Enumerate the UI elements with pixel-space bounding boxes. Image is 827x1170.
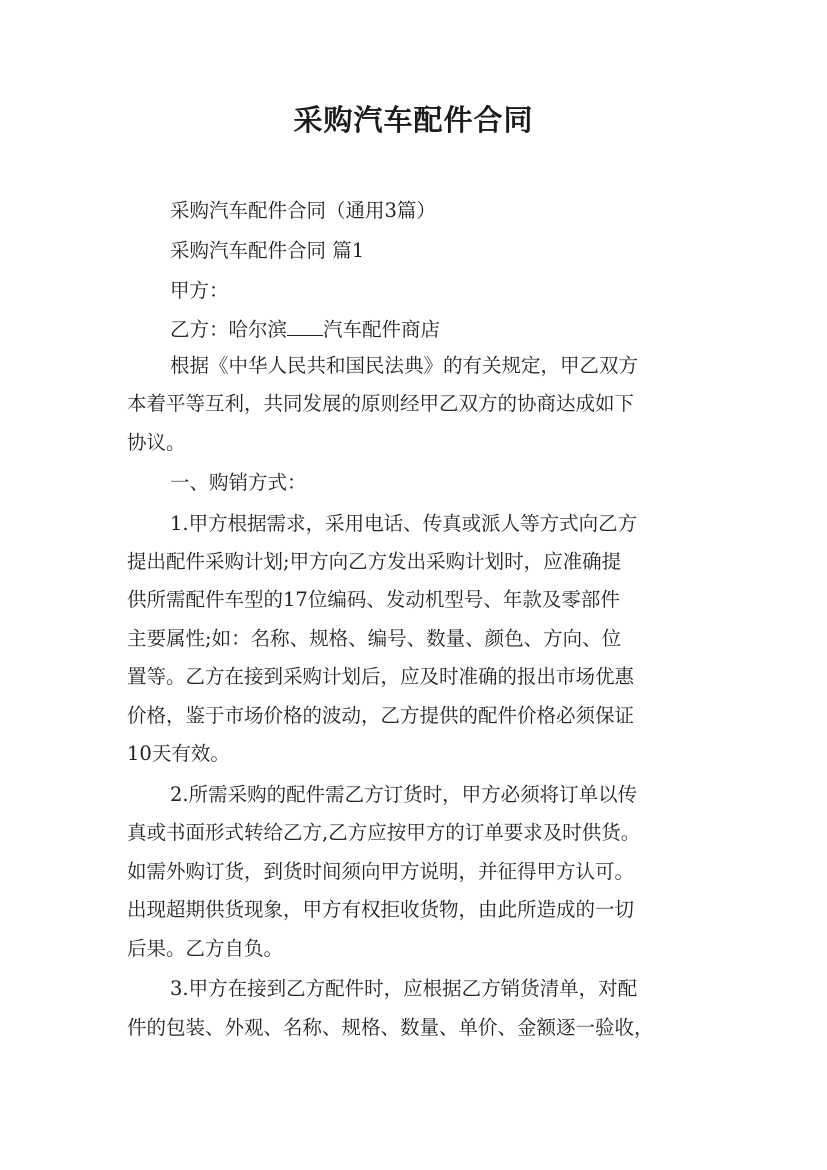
paragraph-line: 如需外购订货，到货时间须向甲方说明，并征得甲方认可。 [127,860,635,883]
paragraph-line: 件的包装、外观、名称、规格、数量、单价、金额逐一验收， [127,1016,654,1039]
paragraph-line: 主要属性;如：名称、规格、编号、数量、颜色、方向、位 [127,627,622,650]
paragraph-line: 供所需配件车型的17位编码、发动机型号、年款及零部件 [127,588,620,611]
party-a-line: 甲方： [170,279,229,302]
party-b-suffix: 汽车配件商店 [323,318,441,341]
paragraph-line: 后果。乙方自负。 [127,937,284,960]
party-b-prefix: 乙方：哈尔滨 [170,318,288,341]
paragraph-line: 价格，鉴于市场价格的波动，乙方提供的配件价格必须保证 [127,704,635,727]
paragraph-line: 真或书面形式转给乙方,乙方应按甲方的订单要求及时供货。 [127,821,641,844]
party-b-line [170,318,440,340]
section-heading: 采购汽车配件合同 篇1 [170,239,365,262]
blank-underline [287,318,323,336]
paragraph-line: 根据《中华人民共和国民法典》的有关规定，甲乙双方 [170,354,639,377]
paragraph-line: 10天有效。 [127,742,230,765]
paragraph-line: 2.所需采购的配件需乙方订货时，甲方必须将订单以传 [170,783,638,806]
clause-heading: 一、购销方式： [170,471,307,494]
subtitle-line: 采购汽车配件合同（通用3篇） [170,199,436,222]
document-title: 采购汽车配件合同 [293,103,534,137]
paragraph-line: 3.甲方在接到乙方配件时，应根据乙方销货清单，对配 [170,977,638,1000]
paragraph-line: 提出配件采购计划;甲方向乙方发出采购计划时，应准确提 [127,550,622,573]
paragraph-line: 协议。 [127,431,186,454]
paragraph-line: 出现超期供货现象，甲方有权拒收货物，由此所造成的一切 [127,898,635,921]
paragraph-line: 1.甲方根据需求，采用电话、传真或派人等方式向乙方 [170,512,638,535]
paragraph-line: 置等。乙方在接到采购计划后，应及时准确的报出市场优惠 [127,665,635,688]
paragraph-line: 本着平等互利，共同发展的原则经甲乙双方的协商达成如下 [127,392,635,415]
